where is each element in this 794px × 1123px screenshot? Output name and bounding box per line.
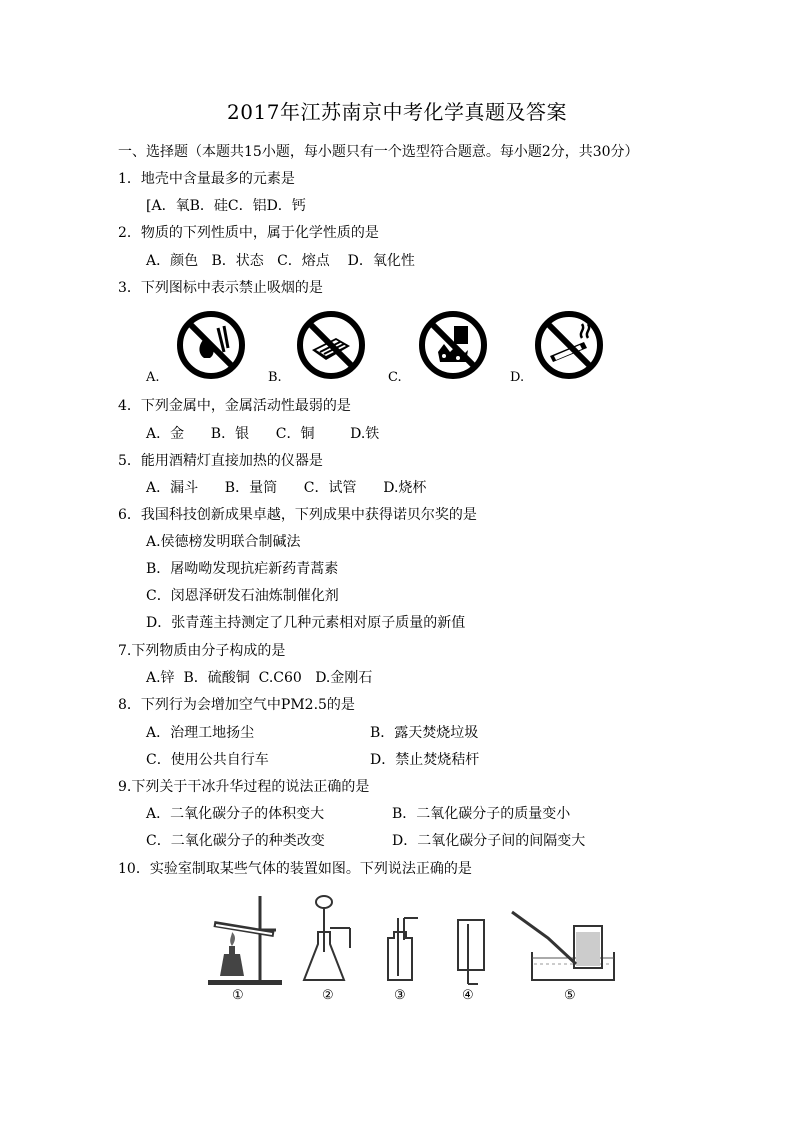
question-9-option-b: B．二氧化碳分子的质量变小 — [392, 806, 571, 822]
question-5-stem: 5．能用酒精灯直接加热的仪器是 — [118, 453, 323, 469]
question-6-stem: 6．我国科技创新成果卓越，下列成果中获得诺贝尔奖的是 — [118, 507, 477, 523]
question-1-options: [A．氧B．硅C．铝D．钙 — [146, 198, 306, 214]
no-open-flame-icon — [174, 308, 248, 382]
sign-label-b: B. — [268, 370, 282, 385]
question-3-sign-options — [140, 308, 620, 392]
question-9-option-a: A．二氧化碳分子的体积变大 — [146, 806, 325, 822]
question-8-option-d: D．禁止焚烧秸杆 — [370, 752, 480, 768]
question-2-options: A．颜色 B．状态 C．熔点 D．氧化性 — [146, 253, 415, 269]
question-8-option-c: C．使用公共自行车 — [146, 752, 269, 768]
question-6-option-c: C．闵恩泽研发石油炼制催化剂 — [146, 588, 339, 604]
apparatus-label-5: ⑤ — [564, 988, 576, 1003]
question-6-option-a: A.侯德榜发明联合制碱法 — [146, 534, 301, 550]
apparatus-label-4: ④ — [462, 988, 474, 1003]
lab-apparatus-figure — [200, 888, 620, 1016]
question-4-options: A．金 B．银 C．铜 D.铁 — [146, 426, 380, 442]
no-smoking-icon — [532, 308, 606, 382]
sign-label-d: D. — [510, 370, 525, 385]
apparatus-heating-test-tube — [200, 888, 290, 988]
question-10-stem: 10．实验室制取某些气体的装置如图。下列说法正确的是 — [118, 861, 472, 877]
apparatus-collection-bottle — [448, 888, 498, 988]
question-7-stem: 7.下列物质由分子构成的是 — [118, 643, 286, 659]
question-8-stem: 8．下列行为会增加空气中PM2.5的是 — [118, 697, 355, 713]
question-6-option-b: B．屠呦呦发现抗疟新药青蒿素 — [146, 561, 339, 577]
question-1-stem: 1．地壳中含量最多的元素是 — [118, 171, 295, 187]
apparatus-gas-bottle — [378, 888, 428, 988]
sign-label-a: A. — [146, 370, 160, 385]
question-7-options: A.锌 B．硫酸铜 C.C60 D.金刚石 — [146, 670, 373, 686]
question-4-stem: 4．下列金属中，金属活动性最弱的是 — [118, 398, 351, 414]
section-heading: 一、选择题（本题共15小题，每小题只有一个选型符合题意。每小题2分，共30分） — [118, 144, 639, 160]
question-5-options: A．漏斗 B．量筒 C．试管 D.烧杯 — [146, 480, 427, 496]
apparatus-water-trough — [510, 888, 620, 988]
question-9-stem: 9.下列关于干冰升华过程的说法正确的是 — [118, 779, 370, 795]
question-6-option-d: D．张青莲主持测定了几种元素相对原子质量的新值 — [146, 615, 466, 631]
no-fireworks-icon — [294, 308, 368, 382]
apparatus-label-3: ③ — [394, 988, 406, 1003]
question-3-stem: 3．下列图标中表示禁止吸烟的是 — [118, 280, 323, 296]
apparatus-label-2: ② — [322, 988, 334, 1003]
no-burning-icon — [416, 308, 490, 382]
apparatus-conical-flask — [300, 888, 360, 988]
question-9-option-c: C．二氧化碳分子的种类改变 — [146, 833, 325, 849]
question-8-option-a: A．治理工地扬尘 — [146, 725, 255, 741]
question-8-option-b: B．露天焚烧垃圾 — [370, 725, 479, 741]
sign-label-c: C. — [388, 370, 402, 385]
page-title: 2017年江苏南京中考化学真题及答案 — [227, 100, 567, 124]
question-9-option-d: D．二氧化碳分子间的间隔变大 — [392, 833, 586, 849]
question-2-stem: 2．物质的下列性质中，属于化学性质的是 — [118, 225, 379, 241]
apparatus-label-1: ① — [232, 988, 244, 1003]
